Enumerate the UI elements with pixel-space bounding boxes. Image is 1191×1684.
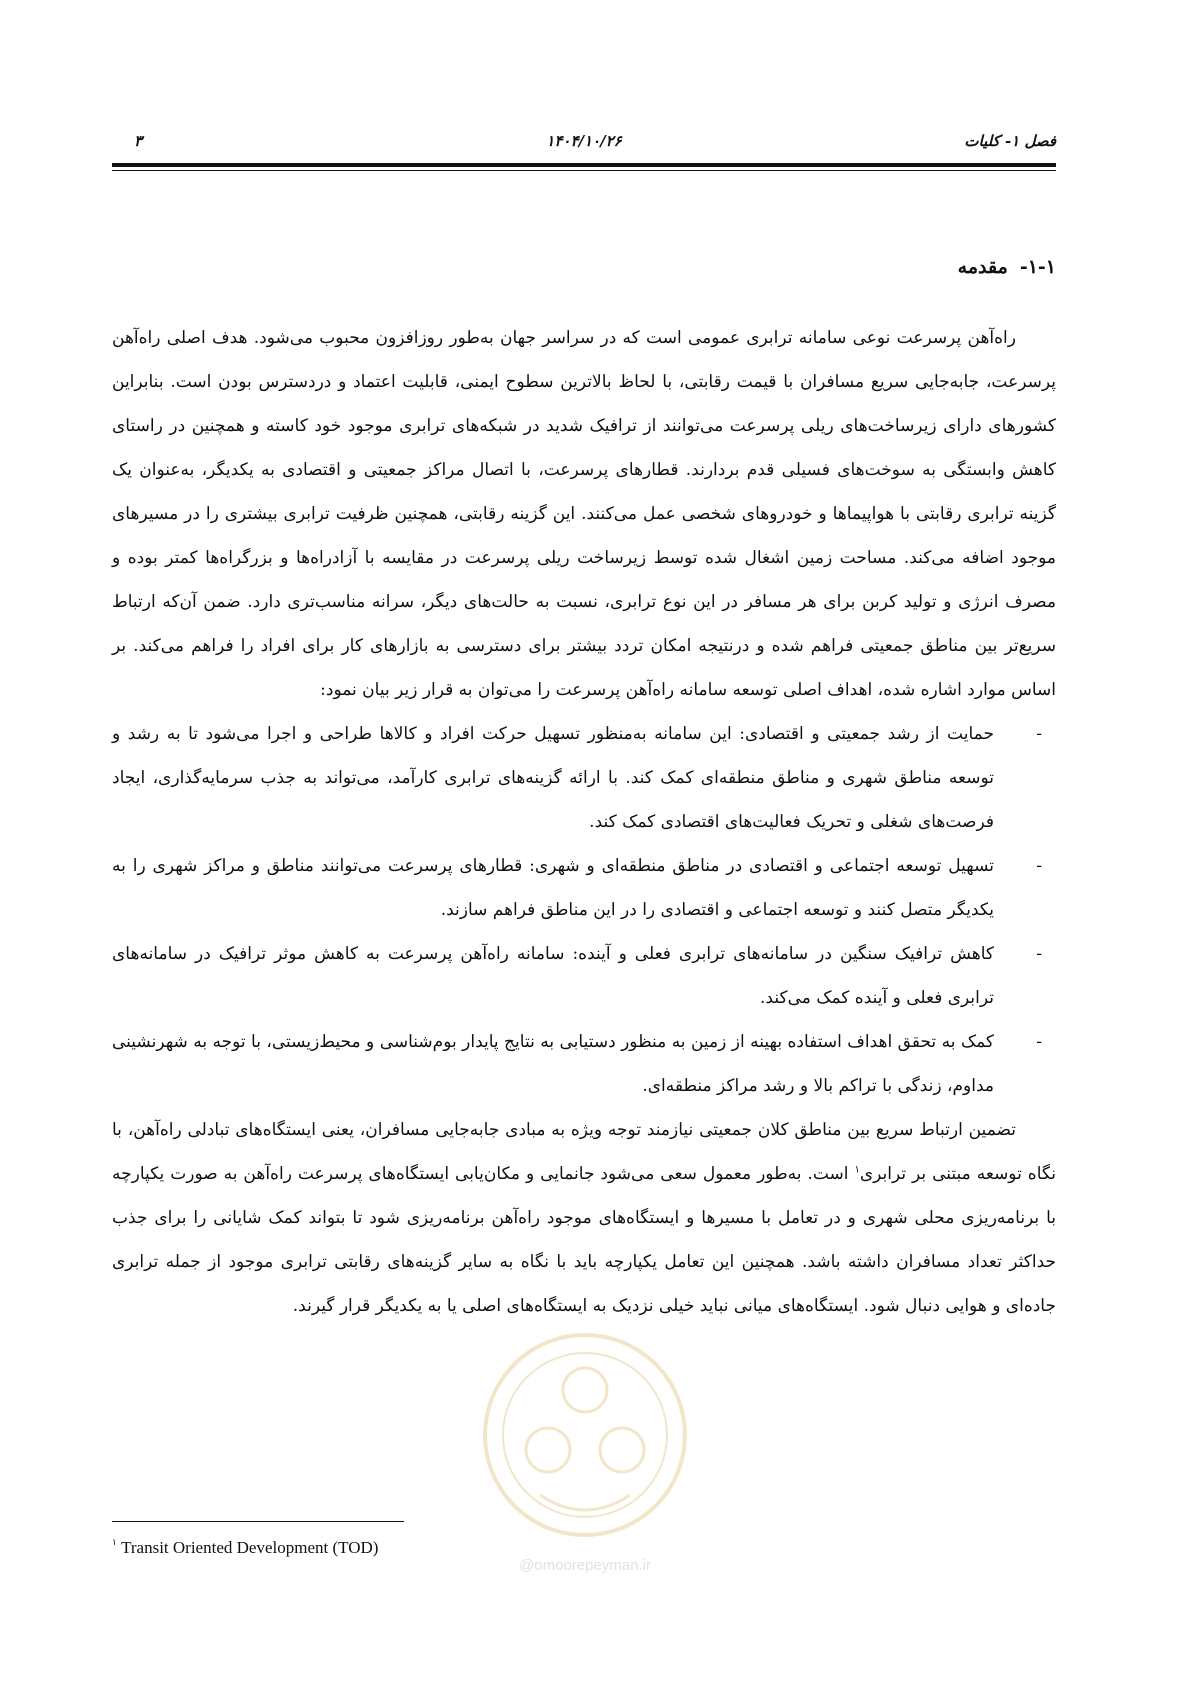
list-item xyxy=(112,932,1056,1020)
footnote-rule xyxy=(112,1521,404,1522)
header-rule-thick xyxy=(112,163,1056,167)
seal-gear-right xyxy=(600,1428,644,1472)
page-number: ۳ xyxy=(134,132,143,150)
seal-gear-top xyxy=(563,1368,607,1412)
intro-paragraph: راه‌آهن پرسرعت نوعی سامانه ترابری عمومی است که در سراسر جهان به‌طور روزافزون محبوب می‌شود. هدف اصلی راه‌آهن پرسرعت، جابه‌جایی سریع مسافران با قیمت رقابتی، با لحاظ بالاترین سطوح ایمنی، قابلیت اعتماد و دردسترس بودن است. بنابراین کشورهای دارای زیرساخت‌های ریلی پرسرعت می‌توانند از ترافیک شدید در شبکه‌های ترابری موجود خود کاسته و همچنین در راستای کاهش وابستگی به سوخت‌های فسیلی قدم بردارند. قطارهای پرسرعت، با اتصال مراکز جمعیتی و اقتصادی به یکدیگر، به‌عنوان یک گزینه ترابری رقابتی با هواپیماها و خودروهای شخصی عمل می‌کنند. این گزینه رقابتی، همچنین ظرفیت ترابری بیشتری را در مسیرهای موجود اضافه می‌کند. مساحت زمین اشغال شده توسط زیرساخت ریلی پرسرعت در مقایسه با آزادراه‌ها و بزرگراه‌ها کمتر بوده و مصرف انرژی و تولید کربن برای هر مسافر در این نوع ترابری، نسبت به حالت‌های دیگر، سرانه مناسب‌تری دارد. ضمن آن‌که ارتباط سریع‌تر بین مناطق جمعیتی فراهم شده و درنتیجه امکان تردد بیشتر برای دسترسی به بازارهای کار برای افراد را فراهم می‌کند. بر اساس موارد اشاره شده، اهداف اصلی توسعه سامانه راه‌آهن پرسرعت را می‌توان به قرار زیر بیان نمود: xyxy=(112,328,1056,700)
footnote xyxy=(112,1538,378,1558)
footnote-reference[interactable]: ۱ xyxy=(854,1164,860,1176)
seal-gear-left xyxy=(526,1428,570,1472)
bullet-dash: - xyxy=(1036,944,1042,964)
bullet-dash: - xyxy=(1036,856,1042,876)
header-rule-thin xyxy=(112,170,1056,171)
list-item-text: کمک به تحقق اهداف استفاده بهینه از زمین به منظور دستیابی به نتایج پایدار بوم‌شناسی و محیط‌زیستی، با توجه به شهرنشینی مداوم، زندگی با تراکم بالا و رشد مراکز منطقه‌ای. xyxy=(112,1032,994,1096)
page-header xyxy=(112,132,1056,154)
closing-paragraph xyxy=(112,1108,1056,1328)
seal-arc xyxy=(540,1495,630,1510)
list-item xyxy=(112,844,1056,932)
section-heading xyxy=(958,256,1056,278)
list-item-text: تسهیل توسعه اجتماعی و اقتصادی در مناطق منطقه‌ای و شهری: قطارهای پرسرعت می‌توانند مناطق و مراکز شهری را به یکدیگر متصل کنند و توسعه اجتماعی و اقتصادی را در این مناطق فراهم سازند. xyxy=(112,856,994,920)
list-item-text: کاهش ترافیک سنگین در سامانه‌های ترابری فعلی و آینده: سامانه راه‌آهن پرسرعت به کاهش موثر ترافیک در سامانه‌های ترابری فعلی و آینده کمک می‌کند. xyxy=(112,944,994,1008)
footnote-text: Transit Oriented Development (TOD) xyxy=(121,1538,379,1557)
seal-inner-ring xyxy=(503,1353,667,1517)
header-date: ۱۴۰۴/۱۰/۲۶ xyxy=(546,132,622,150)
closing-text-start: تضمین ارتباط سریع بین مناطق کلان جمعیتی نیازمند توجه ویژه به مبادی جابه‌جایی مسافران، یعنی ایستگاه‌های تبادلی راه‌آهن، با نگاه توسعه مبتنی بر ترابری xyxy=(112,1120,1056,1184)
objectives-list xyxy=(112,712,1056,1108)
body-text xyxy=(112,316,1056,1328)
list-item xyxy=(112,712,1056,844)
watermark-seal-icon xyxy=(470,1320,700,1590)
closing-text-end: است. به‌طور معمول سعی می‌شود جانمایی و مکان‌یابی ایستگاه‌های پرسرعت راه‌آهن به صورت یکپارچه با برنامه‌ریزی محلی شهری و در تعامل با مسیرها و ایستگاه‌های موجود راه‌آهن برنامه‌ریزی شود تا بتواند کمک شایانی را برای جذب حداکثر تعداد مسافران داشته باشد. همچنین این تعامل یکپارچه باید با نگاه به سایر گزینه‌های رقابتی ترابری موجود از جمله ترابری جاده‌ای و هوایی دنبال شود. ایستگاه‌های میانی نباید خیلی نزدیک به ایستگاه‌های اصلی یا به یکدیگر قرار گیرند. xyxy=(112,1164,1056,1316)
list-item-text: حمایت از رشد جمعیتی و اقتصادی: این سامانه به‌منظور تسهیل حرکت افراد و کالاها طراحی و اجرا می‌شود تا به رشد و توسعه مناطق شهری و مناطق منطقه‌ای کمک کند. با ارائه گزینه‌های ترابری کارآمد، می‌تواند به جذب سرمایه‌گذاری، ایجاد فرصت‌های شغلی و تحریک فعالیت‌های اقتصادی کمک کند. xyxy=(112,724,994,832)
seal-outer-ring xyxy=(485,1335,685,1535)
bullet-dash: - xyxy=(1036,1032,1042,1052)
section-number: ۱-۱- xyxy=(1019,256,1056,278)
chapter-title: فصل ۱- کلیات xyxy=(964,132,1056,150)
footnote-marker: ۱ xyxy=(112,1537,117,1547)
bullet-dash: - xyxy=(1036,724,1042,744)
list-item xyxy=(112,1020,1056,1108)
section-title: مقدمه xyxy=(957,256,1008,278)
watermark-site: @omoorepeyman.ir xyxy=(519,1557,651,1574)
